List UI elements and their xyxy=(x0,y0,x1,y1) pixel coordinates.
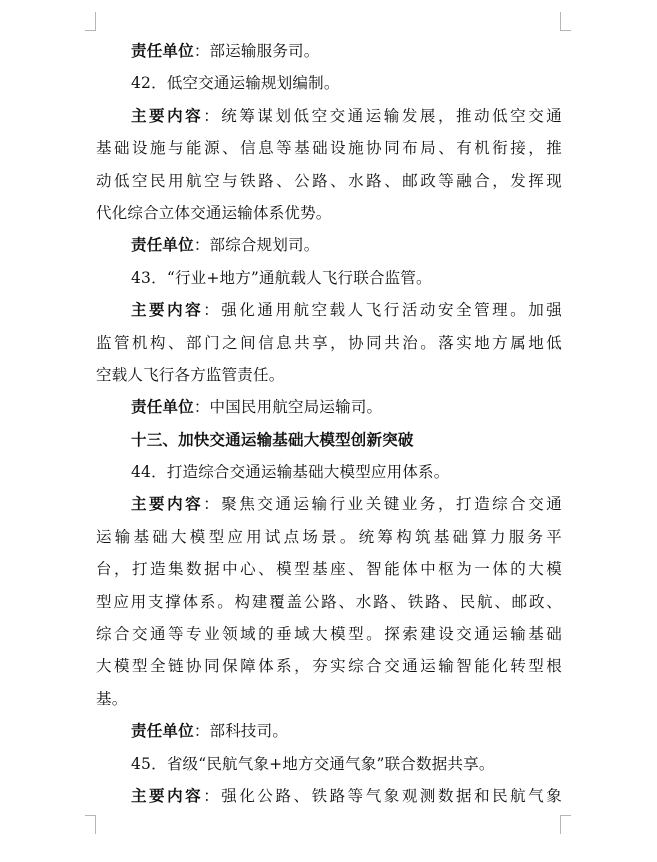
content-line: 台，打造集数据中心、模型基座、智能体中枢为一体的大模 xyxy=(96,560,562,579)
responsible-value: ：部科技司。 xyxy=(193,722,289,741)
content-line: 基。 xyxy=(96,689,128,708)
item-title: 45．省级“民航气象+地方交通气象”联合数据共享。 xyxy=(131,754,495,773)
content-line: 监管机构、部门之间信息共享，协同共治。落实地方属地低 xyxy=(96,333,562,352)
content-line xyxy=(96,488,562,520)
content-line xyxy=(96,780,562,812)
item-title: 43．“行业+地方”通航载人飞行联合监管。 xyxy=(131,268,432,287)
content-line: 大模型全链协同保障体系，夯实综合交通运输智能化转型根 xyxy=(96,657,562,676)
content-text: ：强化通用航空载人飞行活动安全管理。加强 xyxy=(203,301,562,320)
content-line: 基础设施与能源、信息等基础设施协同布局、有机衔接，推 xyxy=(96,139,562,158)
responsible-unit-line xyxy=(96,715,562,747)
responsible-value: ：部综合规划司。 xyxy=(193,236,320,255)
content-label: 主要内容 xyxy=(131,786,204,805)
page-corner-mark-bottom-right xyxy=(560,815,571,834)
item-title: 42．低空交通运输规划编制。 xyxy=(131,74,340,93)
content-label: 主要内容 xyxy=(131,301,204,320)
item-title: 44．打造综合交通运输基础大模型应用体系。 xyxy=(131,463,450,482)
content-text: ：统筹谋划低空交通运输发展，推动低空交通 xyxy=(203,106,562,125)
content-line: 代化综合立体交通运输体系优势。 xyxy=(96,203,332,222)
responsible-unit-line xyxy=(96,35,562,67)
responsible-label: 责任单位 xyxy=(131,722,194,741)
responsible-value: ：中国民用航空局运输司。 xyxy=(193,398,383,417)
responsible-label: 责任单位 xyxy=(131,236,194,255)
content-label: 主要内容 xyxy=(131,106,204,125)
page-corner-mark-top-right xyxy=(560,12,571,31)
document-page xyxy=(96,35,562,812)
responsible-label: 责任单位 xyxy=(131,398,194,417)
content-line xyxy=(96,294,562,326)
content-line: 空载人飞行各方监管责任。 xyxy=(96,365,285,384)
content-text: ：聚焦交通运输行业关键业务，打造综合交通 xyxy=(203,495,562,514)
responsible-unit-line xyxy=(96,391,562,423)
responsible-value: ：部运输服务司。 xyxy=(193,42,320,60)
responsible-unit-line xyxy=(96,229,562,261)
content-text: ：强化公路、铁路等气象观测数据和民航气象 xyxy=(203,786,562,805)
page-corner-mark-top-left xyxy=(85,12,96,31)
content-line: 动低空民用航空与铁路、公路、水路、邮政等融合，发挥现 xyxy=(96,171,562,190)
page-corner-mark-bottom-left xyxy=(85,815,96,834)
content-line: 运输基础大模型应用试点场景。统筹构筑基础算力服务平 xyxy=(96,527,562,546)
content-label: 主要内容 xyxy=(131,495,204,514)
content-line xyxy=(96,100,562,132)
content-line: 综合交通等专业领域的垂域大模型。探索建设交通运输基础 xyxy=(96,625,562,644)
responsible-label: 责任单位 xyxy=(131,42,194,60)
section-heading: 十三、加快交通运输基础大模型创新突破 xyxy=(131,430,414,449)
content-line: 型应用支撑体系。构建覆盖公路、水路、铁路、民航、邮政、 xyxy=(96,592,562,611)
